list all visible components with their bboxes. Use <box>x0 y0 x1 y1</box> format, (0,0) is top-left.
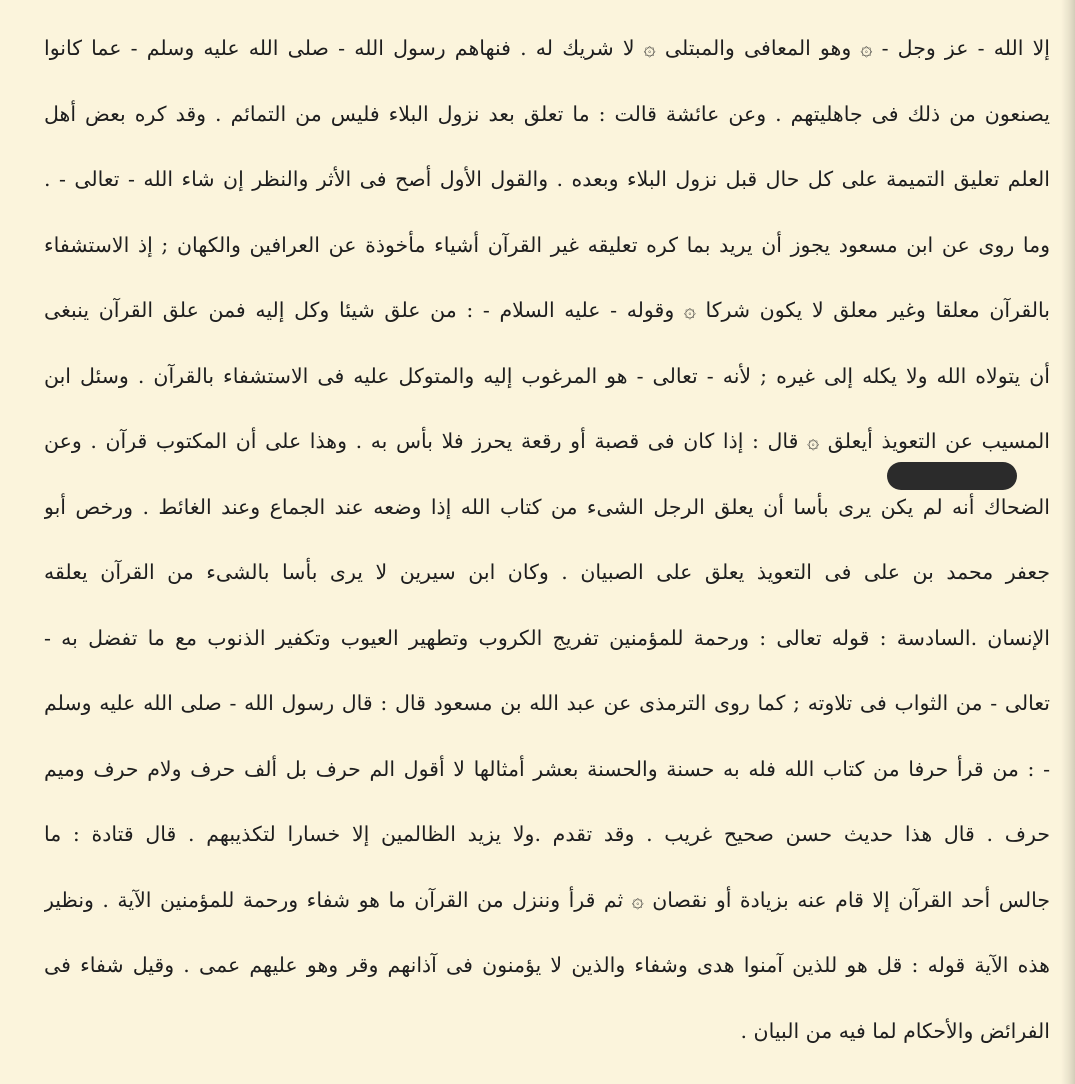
text-line-11: تعالى - من الثواب فى تلاوته ; كما روى الترمذى عن عبد الله بن مسعود قال : قال رسول الله - صلى الله عليه وسلم <box>44 691 1050 715</box>
text-line-16: الفرائض والأحكام لما فيه من البيان . <box>740 1018 1050 1043</box>
text-line-1: إلا الله - عز وجل - ۞ وهو المعافى والمبتلى ۞ لا شريك له . فنهاهم رسول الله - صلى الله عليه وسلم - عما كانوا <box>44 36 1050 60</box>
text-line-14: جالس أحد القرآن إلا قام عنه بزيادة أو نقصان ۞ ثم قرأ وننزل من القرآن ما هو شفاء ورحمة للمؤمنين الآية . ونظير <box>44 887 1050 912</box>
text-line-15: هذه الآية قوله : قل هو للذين آمنوا هدى وشفاء والذين لا يؤمنون فى آذانهم وقر وهو عليهم عمى . وقيل شفاء فى <box>44 953 1050 977</box>
text-line-7: المسيب عن التعويذ أيعلق ۞ قال : إذا كان فى قصبة أو رقعة يحرز فلا بأس به . وهذا على أن المكتوب قرآن . وعن <box>44 429 1050 453</box>
text-line-10: الإنسان .السادسة : قوله تعالى : ورحمة للمؤمنين تفريج الكروب وتطهير العيوب وتكفير الذنوب مع ما تفضل به - <box>44 625 1050 650</box>
text-line-13: حرف . قال هذا حديث حسن صحيح غريب . وقد تقدم .ولا يزيد الظالمين إلا خسارا لتكذيبهم . قال قتادة : ما <box>44 822 1050 846</box>
page-edge-shadow <box>1061 0 1075 1084</box>
arabic-text-body <box>44 22 1050 1070</box>
text-line-3: العلم تعليق التميمة على كل حال قبل نزول البلاء وبعده . والقول الأول أصح فى الأثر والنظر إن شاء الله - تعالى - . <box>44 167 1050 191</box>
text-line-5: بالقرآن معلقا وغير معلق لا يكون شركا ۞ وقوله - عليه السلام - : من علق شيئا وكل إليه فمن علق القرآن ينبغى <box>44 298 1050 322</box>
text-line-12: - : من قرأ حرفا من كتاب الله فله به حسنة والحسنة بعشر أمثالها لا أقول الم حرف بل ألف حرف ولام حرف وميم <box>44 756 1050 781</box>
text-line-4: وما روى عن ابن مسعود يجوز أن يريد بما كره تعليقه غير القرآن أشياء مأخوذة عن العرافين والكهان ; إذ الاستشفاء <box>44 232 1050 257</box>
text-line-8: الضحاك أنه لم يكن يرى بأسا أن يعلق الرجل الشىء من كتاب الله إذا وضعه عند الجماع وعند الغائط . ورخص أبو <box>44 494 1050 519</box>
text-line-2: يصنعون من ذلك فى جاهليتهم . وعن عائشة قالت : ما تعلق بعد نزول البلاء فليس من التمائم . وقد كره بعض أهل <box>44 101 1050 126</box>
text-line-6: أن يتولاه الله ولا يكله إلى غيره ; لأنه - تعالى - هو المرغوب إليه والمتوكل عليه فى الاستشفاء بالقرآن . وسئل ابن <box>44 363 1050 388</box>
text-line-9: جعفر محمد بن على فى التعويذ يعلق على الصبيان . وكان ابن سيرين لا يرى بأسا بالشىء من القرآن يعلقه <box>44 560 1050 584</box>
redaction-mark <box>887 462 1017 490</box>
